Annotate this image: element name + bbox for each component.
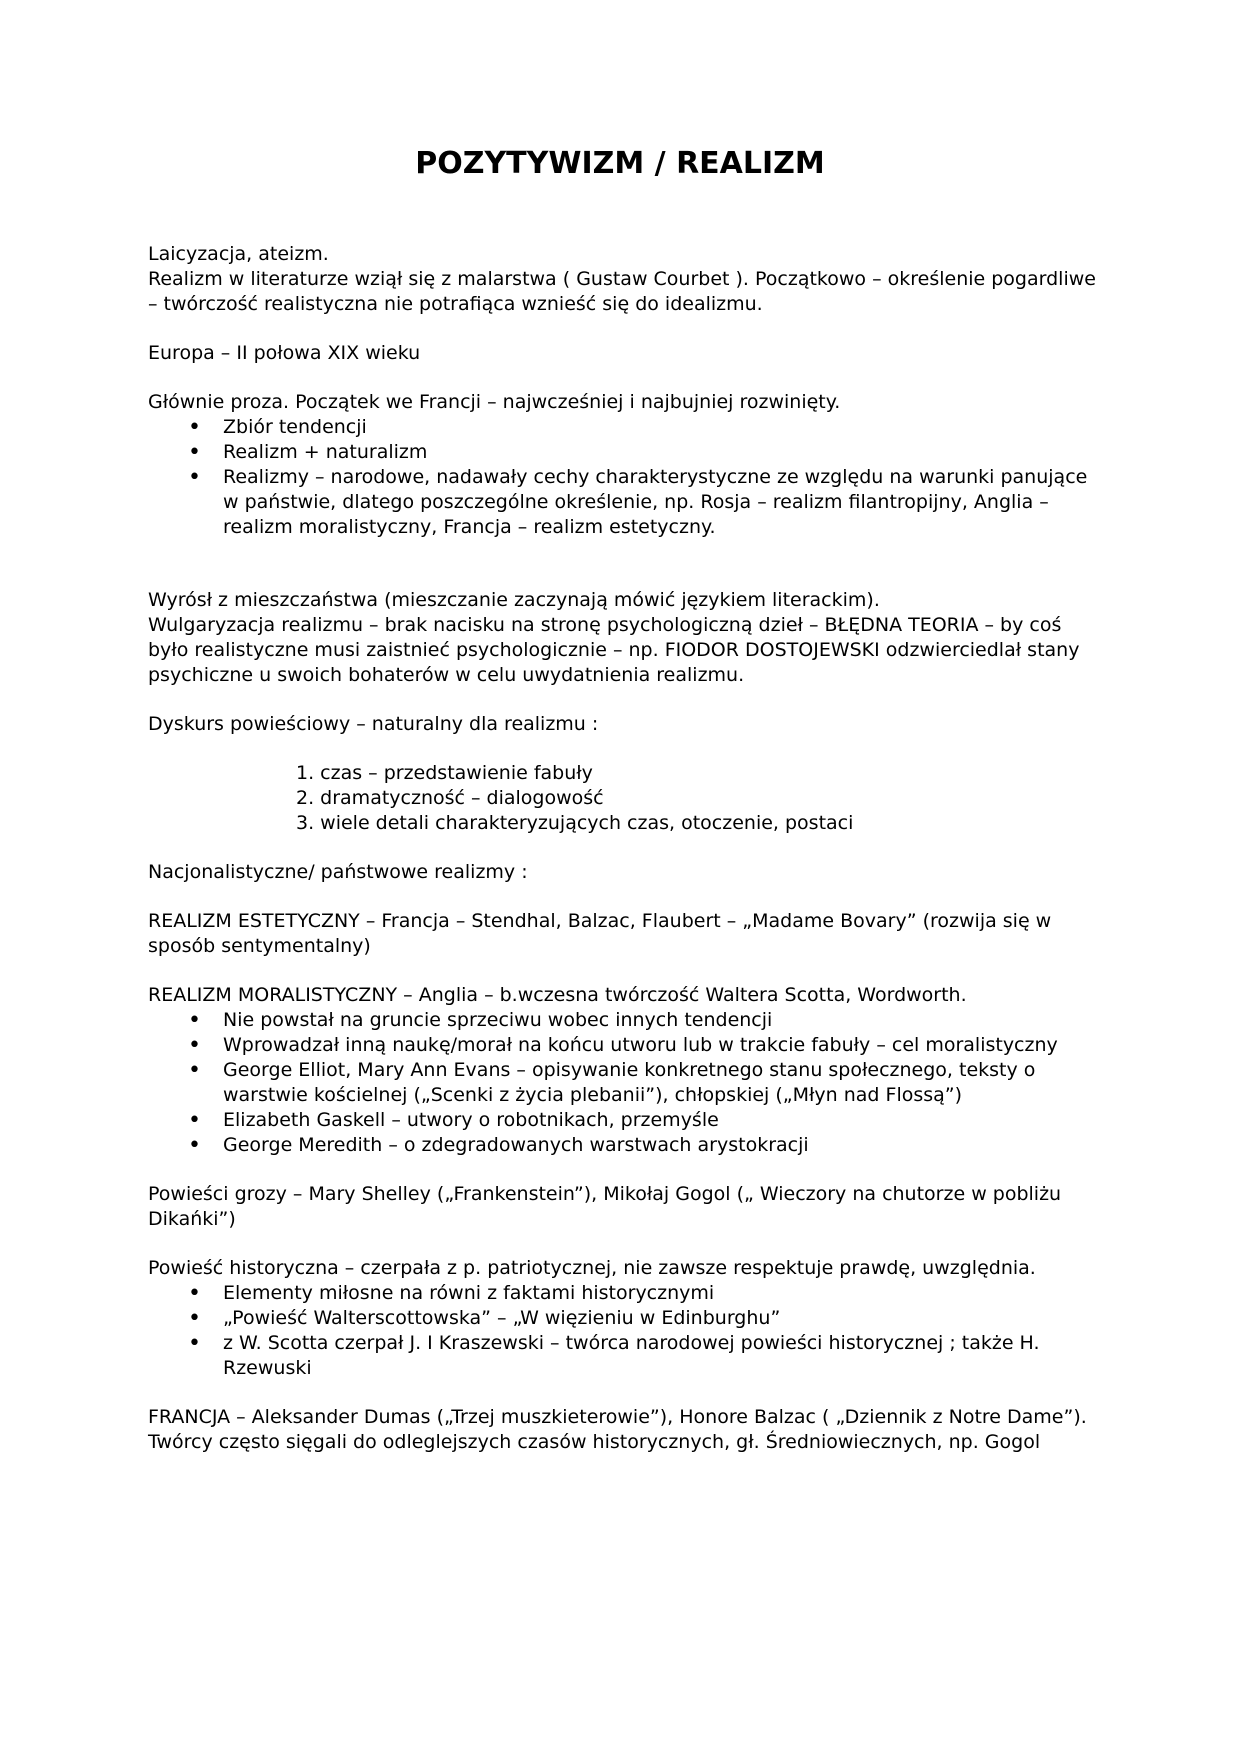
list-item: • z W. Scotta czerpał J. I Kraszewski – twórca narodowej powieści historycznej ; także H. Rzewuski (148, 1331, 1098, 1381)
paragraph-mieszczanstwo-2: Wulgaryzacja realizmu – brak nacisku na stronę psychologiczną dzieł – BŁĘDNA TEORIA – by coś było realistyczne musi zaistnieć psychologicznie – np. FIODOR DOSTOJEWSKI odzwierciedlał stany psychiczne u swoich bohaterów w celu uwydatnienia realizmu. (148, 614, 1080, 686)
paragraph-intro-2: Realizm w literaturze wziął się z malarstwa ( Gustaw Courbet ). Początkowo – określenie pogardliwe – twórczość realistyczna nie potrafiąca wznieść się do idealizmu. (148, 268, 1096, 315)
paragraph-francja-1: FRANCJA – Aleksander Dumas („Trzej muszkieterowie”), Honore Balzac ( „Dziennik z Notre Dame”). (148, 1406, 1087, 1428)
document-body (148, 242, 1098, 1455)
paragraph-realizm-estetyczny: REALIZM ESTETYCZNY – Francja – Stendhal, Balzac, Flaubert – „Madame Bovary” (rozwija się w sposób sentymentalny) (148, 910, 1052, 957)
paragraph-francja-2: Twórcy często sięgali do odleglejszych czasów historycznych, gł. Średniowiecznych, np. Gogol (148, 1431, 1041, 1453)
bullet-list-proza (148, 415, 1098, 540)
paragraph-nacjonalistyczne: Nacjonalistyczne/ państwowe realizmy : (148, 861, 528, 883)
list-item: • Wprowadzał inną naukę/morał na końcu utworu lub w trakcie fabuły – cel moralistyczny (148, 1033, 1098, 1058)
paragraph-intro-1: Laicyzacja, ateizm. (148, 243, 329, 265)
list-item: • Zbiór tendencji (148, 415, 1098, 440)
list-item: • Realizmy – narodowe, nadawały cechy charakterystyczne ze względu na warunki panujące w państwie, dlatego poszczególne określenie, np. Rosja – realizm filantropijny, Anglia – realizm moralistyczny, Francja – realizm estetyczny. (148, 465, 1098, 540)
page-title: POZYTYWIZM / REALIZM (415, 146, 825, 181)
list-item: • Realizm + naturalizm (148, 440, 1098, 465)
list-item: 2. dramatyczność – dialogowość (296, 787, 604, 809)
bullet-list-moralistyczny (148, 1008, 1098, 1158)
list-item: • George Meredith – o zdegradowanych warstwach arystokracji (148, 1133, 1098, 1158)
list-item: • Elementy miłosne na równi z faktami historycznymi (148, 1281, 1098, 1306)
numbered-list-dyskurs (148, 761, 1098, 836)
paragraph-powiesci-grozy: Powieści grozy – Mary Shelley („Frankenstein”), Mikołaj Gogol („ Wieczory na chutorze w pobliżu Dikańki”) (148, 1183, 1062, 1230)
bullet-list-historyczna (148, 1281, 1098, 1381)
list-item: • Elizabeth Gaskell – utwory o robotnikach, przemyśle (148, 1108, 1098, 1133)
list-item: • „Powieść Walterscottowska” – „W więzieniu w Edinburghu” (148, 1306, 1098, 1331)
paragraph-mieszczanstwo-1: Wyrósł z mieszczaństwa (mieszczanie zaczynają mówić językiem literackim). (148, 589, 880, 611)
paragraph-dyskurs: Dyskurs powieściowy – naturalny dla realizmu : (148, 713, 599, 735)
paragraph-europa: Europa – II połowa XIX wieku (148, 342, 421, 364)
paragraph-proza: Głównie proza. Początek we Francji – najwcześniej i najbujniej rozwinięty. (148, 391, 841, 413)
list-item: • George Elliot, Mary Ann Evans – opisywanie konkretnego stanu społecznego, teksty o warstwie kościelnej („Scenki z życia plebanii”), chłopskiej („Młyn nad Flossą”) (148, 1058, 1098, 1108)
list-item: 1. czas – przedstawienie fabuły (296, 762, 593, 784)
list-item: 3. wiele detali charakteryzujących czas, otoczenie, postaci (296, 812, 854, 834)
list-item: • Nie powstał na gruncie sprzeciwu wobec innych tendencji (148, 1008, 1098, 1033)
paragraph-powiesc-historyczna: Powieść historyczna – czerpała z p. patriotycznej, nie zawsze respektuje prawdę, uwzględnia. (148, 1257, 1036, 1279)
paragraph-realizm-moralistyczny: REALIZM MORALISTYCZNY – Anglia – b.wczesna twórczość Waltera Scotta, Wordworth. (148, 984, 967, 1006)
